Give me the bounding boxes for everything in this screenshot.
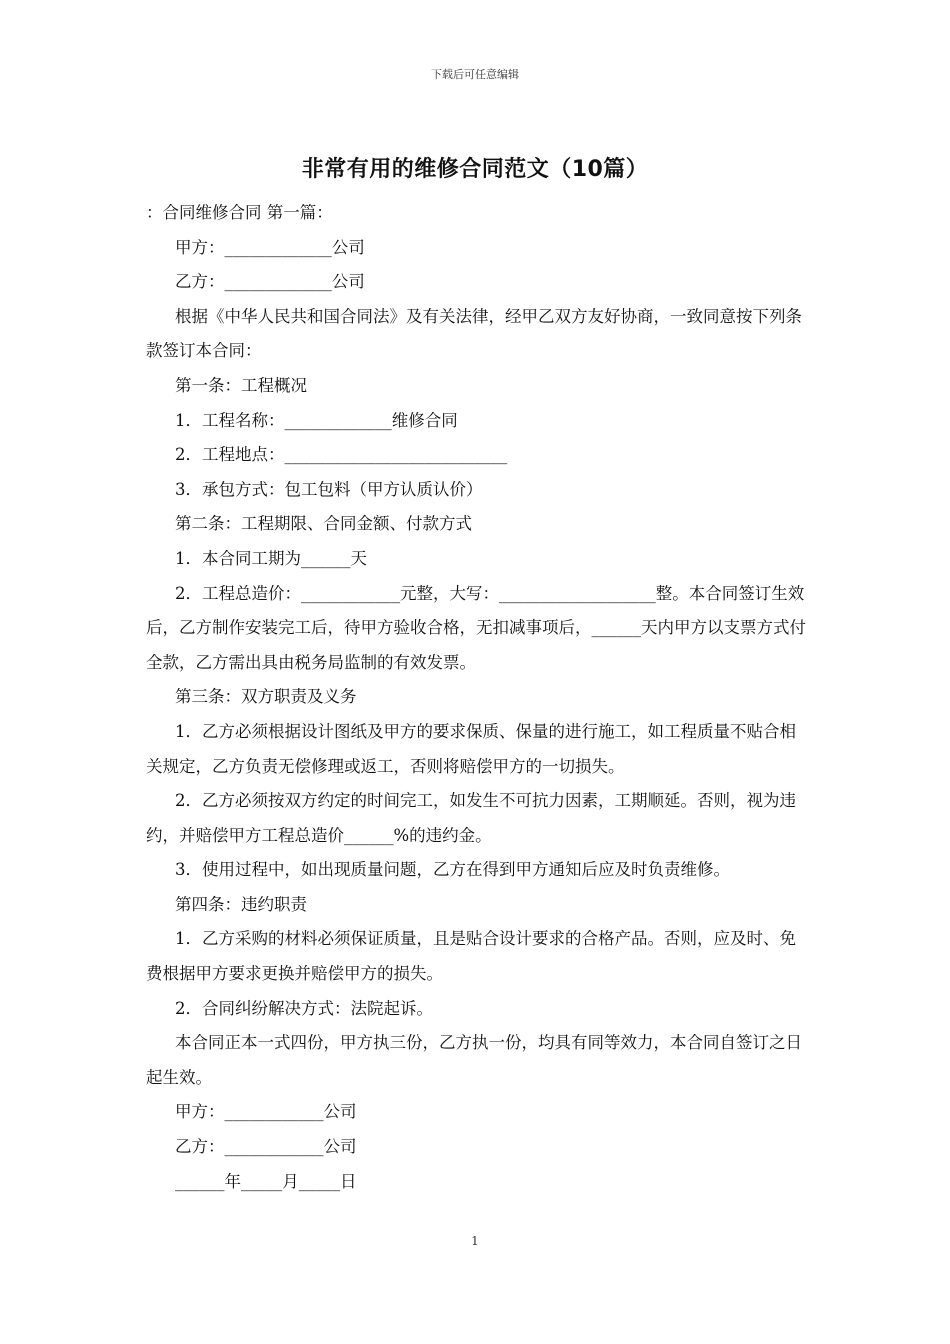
paragraph: 2．工程总造价：____________元整，大写：___________________整。本合同签订生效后，乙方制作安装完工后，待甲方验收合格，无扣减事项后，______天内甲方以支票方式付全款，乙方需出具由税务局监制的有效发票。: [146, 583, 806, 672]
paragraph: 1．乙方必须根据设计图纸及甲方的要求保质、保量的进行施工，如工程质量不贴合相关规定，乙方负责无偿修理或返工，否则将赔偿甲方的一切损失。: [146, 721, 796, 776]
paragraph: 乙方：_____________公司: [175, 272, 365, 292]
paragraph: ______年_____月_____日: [175, 1171, 357, 1191]
paragraph: 1．乙方采购的材料必须保证质量，且是贴合设计要求的合格产品。否则，应及时、免费根据甲方要求更换并赔偿甲方的损失。: [146, 929, 796, 984]
paragraph: 甲方：_____________公司: [175, 237, 365, 257]
paragraph: 1．工程名称：_____________维修合同: [175, 410, 458, 430]
paragraph: 甲方：____________公司: [175, 1102, 357, 1122]
paragraph: ：合同维修合同 第一篇：: [146, 203, 333, 222]
page-number: 1: [471, 1234, 479, 1248]
paragraph: 根据《中华人民共和国合同法》及有关法律，经甲乙双方友好协商，一致同意按下列条款签订本合同：: [146, 306, 802, 361]
paragraph: 1．本合同工期为______天: [175, 548, 367, 568]
paragraph: 第二条：工程期限、合同金额、付款方式: [175, 514, 472, 534]
paragraph: 3．使用过程中，如出现质量问题，乙方在得到甲方通知后应及时负责维修。: [175, 860, 730, 880]
paragraph: 2．合同纠纷解决方式：法院起诉。: [175, 998, 433, 1018]
paragraph: 3．承包方式：包工包料（甲方认质认价）: [175, 479, 483, 499]
paragraph: 第三条：双方职责及义务: [175, 687, 357, 707]
paragraph: 2．乙方必须按双方约定的时间完工，如发生不可抗力因素，工期顺延。否则，视为违约，并赔偿甲方工程总造价______%的违约金。: [146, 791, 796, 845]
paragraph: 乙方：____________公司: [175, 1137, 357, 1157]
paragraph: 2．工程地点：___________________________: [175, 445, 508, 465]
document-title: 非常有用的维修合同范文（10篇）: [301, 157, 649, 182]
paragraph: 本合同正本一式四份，甲方执三份，乙方执一份，均具有同等效力，本合同自签订之日起生效。: [146, 1033, 802, 1087]
paragraph: 第一条：工程概况: [175, 375, 307, 395]
document-body: [146, 196, 808, 1199]
page-header: 下载后可任意编辑: [431, 68, 519, 81]
paragraph: 第四条：违约职责: [175, 894, 307, 914]
